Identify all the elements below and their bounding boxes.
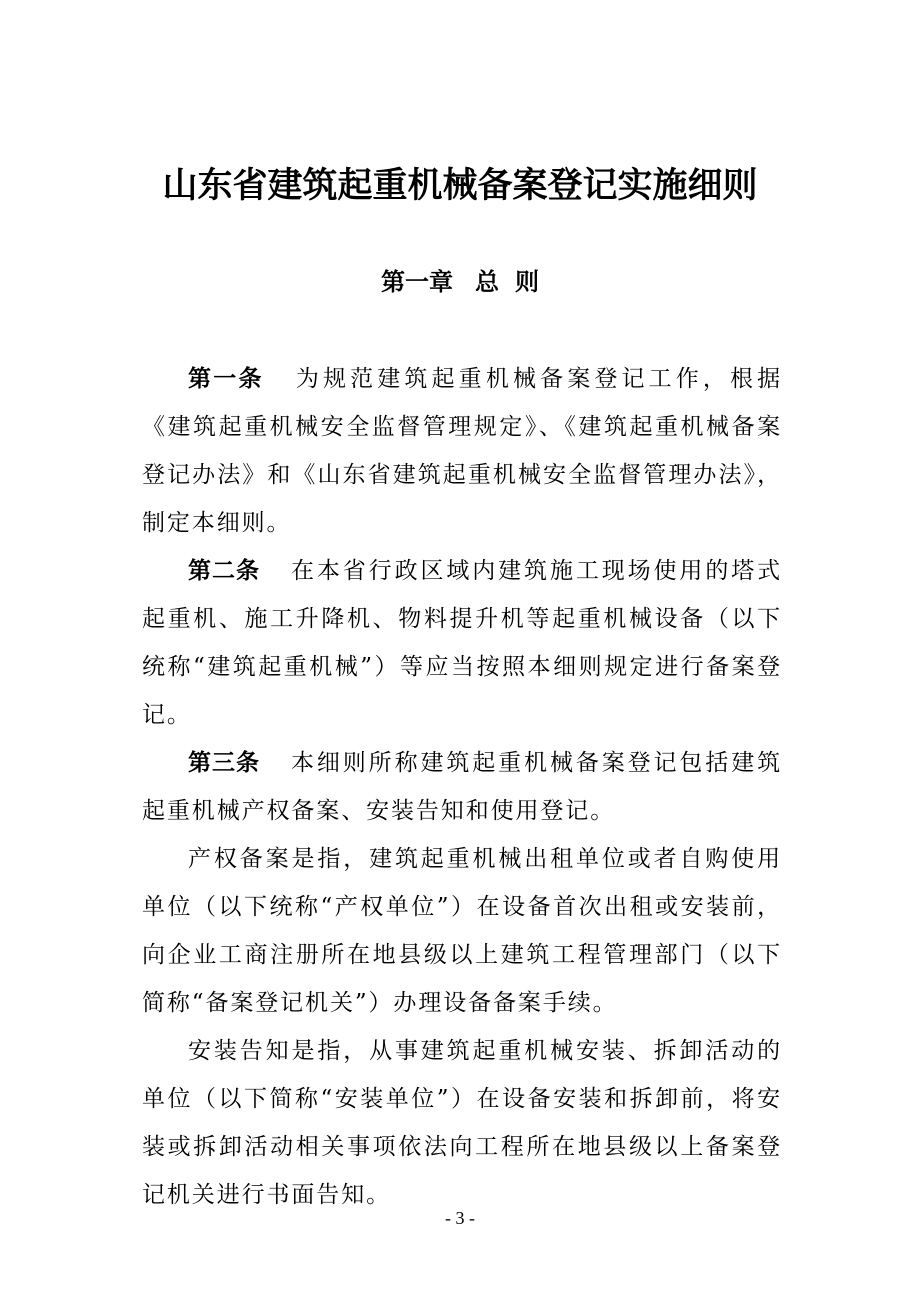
body-text [142,355,782,1219]
article-1-label: 第一条 [188,366,264,392]
chapter-number: 第一章 [381,268,453,296]
article-2-label: 第二条 [188,558,260,584]
article-1 [142,355,782,547]
paragraph-property-registration: 产权备案是指，建筑起重机械出租单位或者自购使用单位（以下统称“产权单位”）在设备首次出租或安装前，向企业工商注册所在地县级以上建筑工程管理部门（以下简称“备案登记机关”）办理设备备案手续。 [142,846,782,1016]
paragraph-installation-notice: 安装告知是指，从事建筑起重机械安装、拆卸活动的单位（以下简称“安装单位”）在设备安装和拆卸前，将安装或拆卸活动相关事项依法向工程所在地县级以上备案登记机关进行书面告知。 [142,1038,782,1208]
article-3-text: 本细则所称建筑起重机械备案登记包括建筑起重机械产权备案、安装告知和使用登记。 [142,750,783,824]
chapter-title-word-2: 则 [515,268,539,296]
article-3 [142,739,782,835]
page-number: - 3 - [445,1208,475,1228]
article-1-text: 为规范建筑起重机械备案登记工作，根据《建筑起重机械安全监督管理规定》、《建筑起重机械备案登记办法》和《山东省建筑起重机械安全监督管理办法》，制定本细则。 [142,366,782,536]
chapter-title-word-1: 总 [475,268,499,296]
article-3-label: 第三条 [188,750,260,776]
chapter-heading [0,262,920,302]
article-2 [142,547,782,739]
article-2-text: 在本省行政区域内建筑施工现场使用的塔式起重机、施工升降机、物料提升机等起重机械设备（以下统称“建筑起重机械”）等应当按照本细则规定进行备案登记。 [142,558,783,728]
document-title: 山东省建筑起重机械备案登记实施细则 [162,165,758,206]
